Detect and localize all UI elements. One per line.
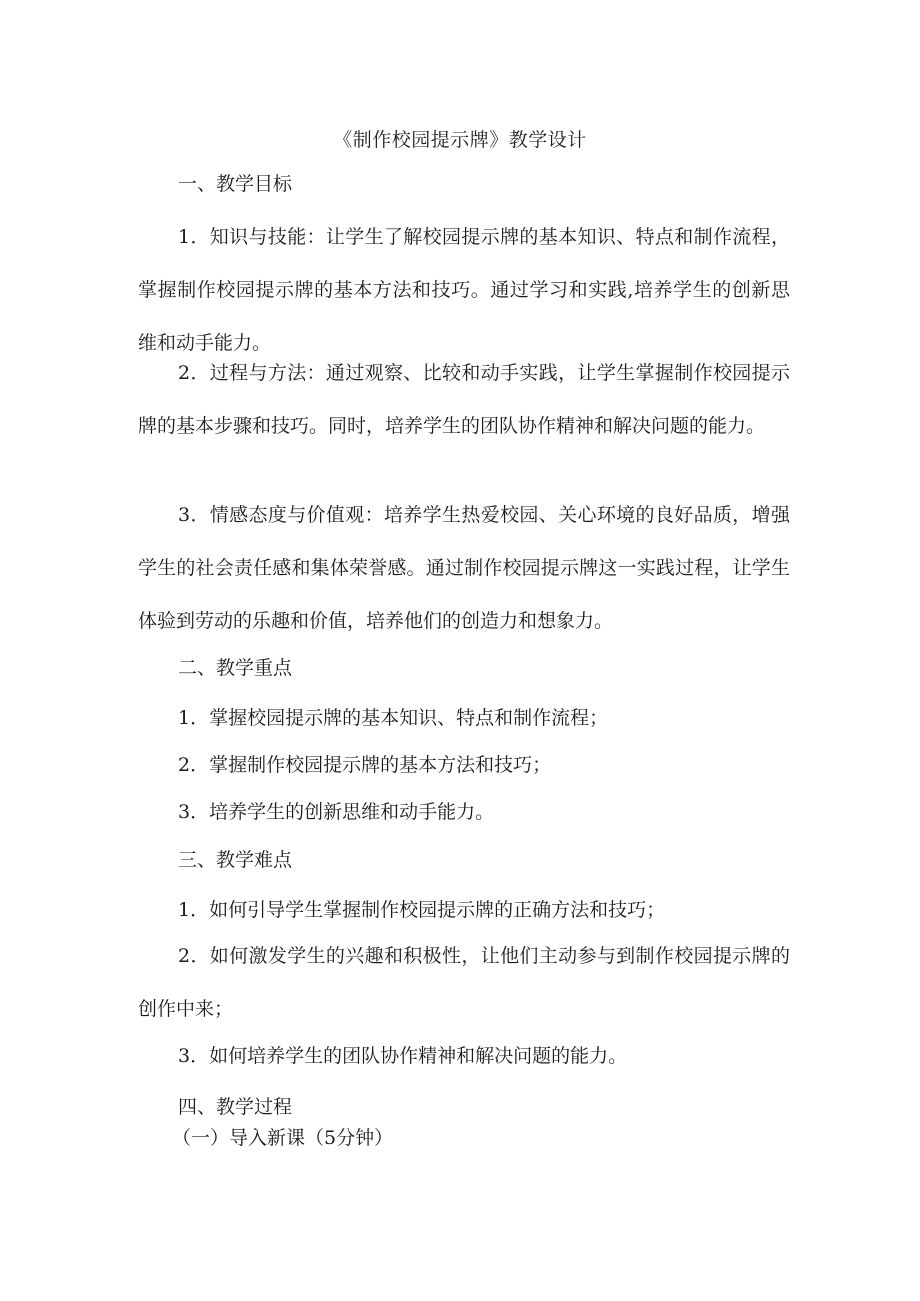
objective-paragraph-process: 2．过程与方法：通过观察、比较和动手实践，让学生掌握制作校园提示牌的基本步骤和技巧。同时，培养学生的团队协作精神和解决问题的能力。 [138,362,790,437]
difficulty-item: 1．如何引导学生掌握制作校园提示牌的正确方法和技巧； [178,899,666,921]
key-point-item: 3．培养学生的创新思维和动手能力。 [178,801,495,823]
section-heading-difficulties: 三、教学难点 [178,849,293,871]
objective-paragraph-knowledge: 1．知识与技能：让学生了解校园提示牌的基本知识、特点和制作流程，掌握制作校园提示牌的基本方法和技巧。通过学习和实践,培养学生的创新思维和动手能力。 [138,226,790,354]
section-heading-process: 四、教学过程 [178,1096,293,1118]
key-point-item: 2．掌握制作校园提示牌的基本方法和技巧； [178,754,552,776]
key-point-item: 1．掌握校园提示牌的基本知识、特点和制作流程； [178,707,609,729]
subsection-heading-intro: （一）导入新课（5分钟） [172,1127,394,1149]
difficulty-item: 2．如何激发学生的兴趣和积极性，让他们主动参与到制作校园提示牌的创作中来； [138,945,790,1020]
objective-paragraph-attitude: 3．情感态度与价值观：培养学生热爱校园、关心环境的良好品质，增强学生的社会责任感和集体荣誉感。通过制作校园提示牌这一实践过程，让学生体验到劳动的乐趣和价值，培养他们的创造力和想象力。 [138,504,790,632]
document-title: 《制作校园提示牌》教学设计 [333,129,587,151]
section-heading-key-points: 二、教学重点 [178,657,293,679]
section-heading-objectives: 一、教学目标 [178,173,293,195]
difficulty-item: 3．如何培养学生的团队协作精神和解决问题的能力。 [178,1045,628,1067]
